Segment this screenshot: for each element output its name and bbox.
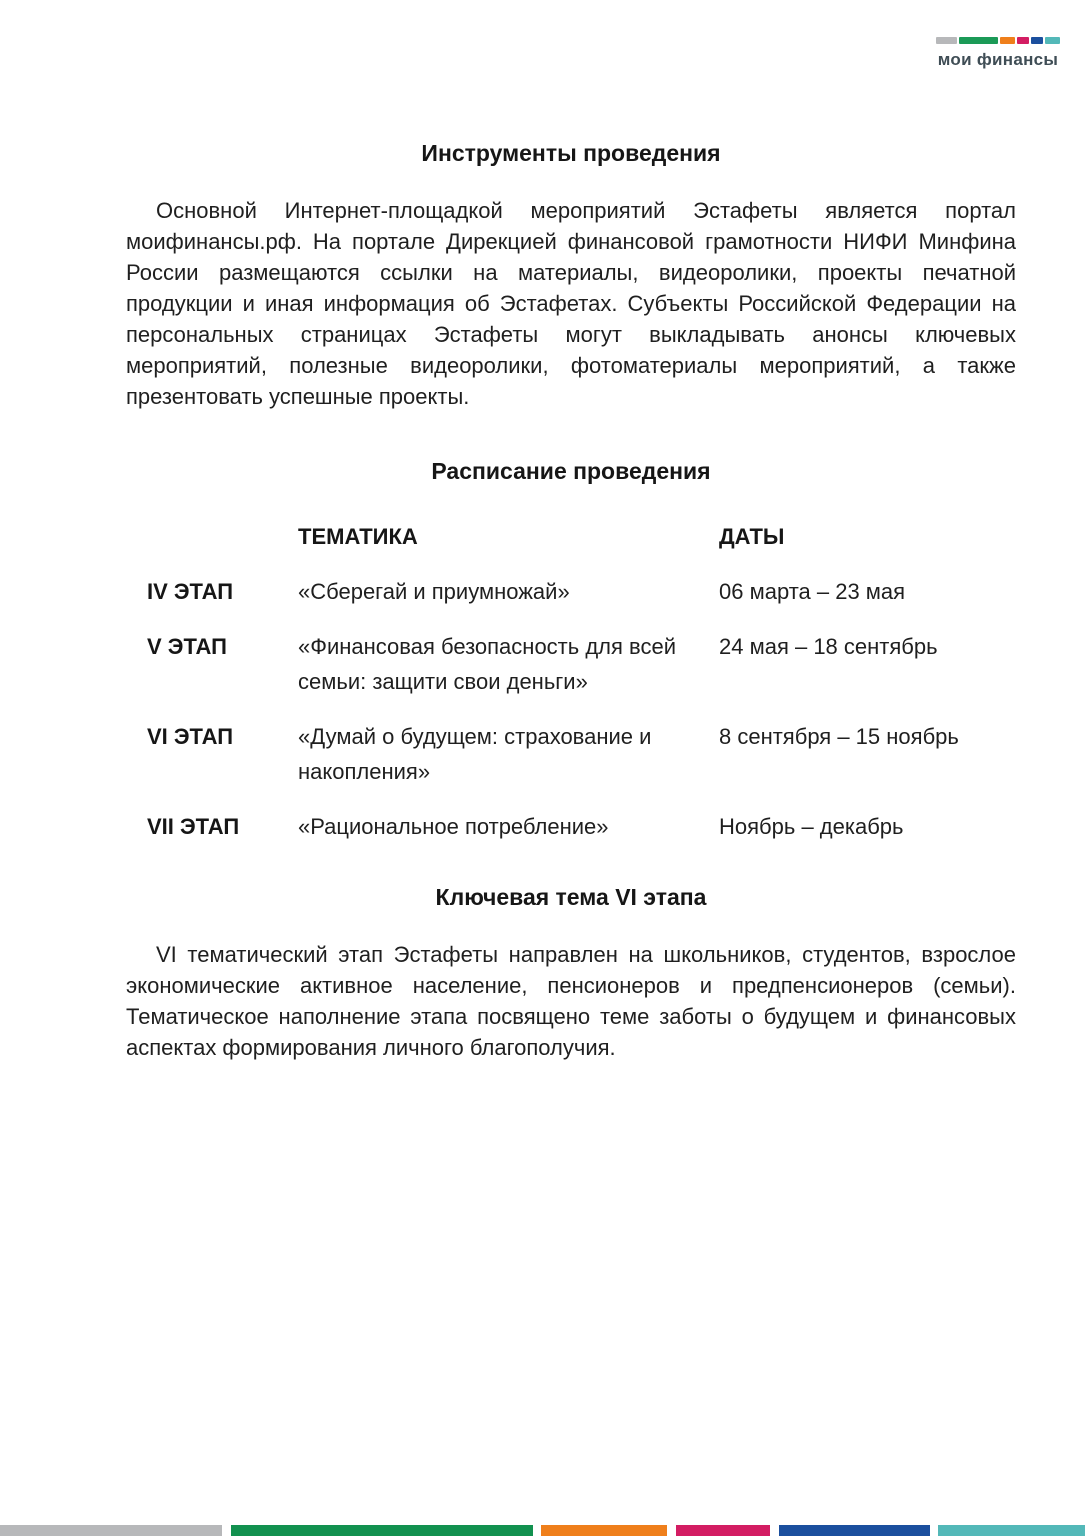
schedule-header-dates: ДАТЫ <box>719 524 785 549</box>
schedule-row-dates: 06 марта – 23 мая <box>719 579 906 604</box>
footer-bar-gap <box>770 1525 779 1536</box>
schedule-header-theme: ТЕМАТИКА <box>298 524 418 549</box>
footer-bar-segment-gray <box>0 1525 222 1536</box>
schedule-row-dates: 24 мая – 18 сентябрь <box>719 634 938 659</box>
logo-bar-segment-pink <box>1017 37 1030 44</box>
footer-bar-segment-blue <box>779 1525 930 1536</box>
schedule-row-theme: «Рациональное потребление» <box>298 814 609 839</box>
schedule-row-stage: V ЭТАП <box>147 634 227 659</box>
footer-bar-segment-orange <box>541 1525 667 1536</box>
footer-bar-segment-pink <box>676 1525 770 1536</box>
footer-bar-gap <box>533 1525 541 1536</box>
key-theme-paragraph: VI тематический этап Эстафеты направлен на школьников, студентов, взрослое экономические активное население, пенсионеров и предпенсионеров (семьи). Тематическое наполнение этапа посвящено теме заботы о будущем и финансовых аспектах формирования личного благополучия. <box>126 942 1016 1060</box>
footer-bar-segment-green <box>231 1525 533 1536</box>
footer-bar-gap <box>930 1525 938 1536</box>
schedule-row-stage: VI ЭТАП <box>147 724 234 749</box>
schedule-row-dates: Ноябрь – декабрь <box>719 814 904 839</box>
schedule-row-stage: VII ЭТАП <box>147 814 240 839</box>
schedule-row-theme: «Финансовая безопасность для всей семьи: защити свои деньги» <box>298 634 676 694</box>
heading-key-theme: Ключевая тема VI этапа <box>435 884 707 910</box>
tools-paragraph: Основной Интернет-площадкой мероприятий Эстафеты является портал моифинансы.рф. На портале Дирекцией финансовой грамотности НИФИ Минфина России размещаются ссылки на материалы, видеоролики, проекты печатной продукции и иная информация об Эстафетах. Субъекты Российской Федерации на персональных страницах Эстафеты могут выкладывать анонсы ключевых мероприятий, полезные видеоролики, фотоматериалы мероприятий, а также презентовать успешные проекты. <box>126 198 1016 409</box>
logo-bar-segment-teal <box>1045 37 1060 44</box>
logo-wordmark: мои финансы <box>937 50 1059 69</box>
schedule-table <box>147 519 1016 844</box>
schedule-row-theme: «Думай о будущем: страхование и накопления» <box>298 724 652 784</box>
logo-bar-segment-blue <box>1031 37 1043 44</box>
schedule-row-dates: 8 сентября – 15 ноябрь <box>719 724 959 749</box>
schedule-row-theme: «Сберегай и приумножай» <box>298 579 570 604</box>
footer-bar-segment-teal <box>938 1525 1085 1536</box>
footer-color-bar <box>0 1525 1085 1536</box>
heading-schedule: Расписание проведения <box>431 458 711 484</box>
schedule-row-stage: IV ЭТАП <box>147 579 234 604</box>
footer-bar-gap <box>222 1525 231 1536</box>
footer-bar-gap <box>667 1525 676 1536</box>
schedule-header-empty <box>147 519 298 554</box>
document-content <box>126 0 1016 1063</box>
heading-tools: Инструменты проведения <box>421 140 721 166</box>
